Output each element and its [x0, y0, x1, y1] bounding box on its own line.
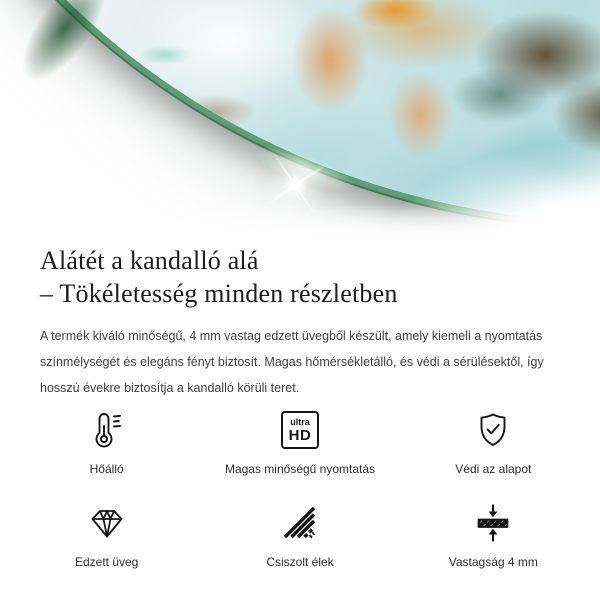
- feature-item: [10, 502, 203, 569]
- page-title: [40, 244, 560, 310]
- shield-check-icon: [473, 409, 513, 451]
- page-title-line2: – Tökéletesség minden részletben: [40, 279, 398, 308]
- product-image: [0, 0, 600, 238]
- product-info-section: [0, 244, 600, 569]
- feature-label: Védi az alapot: [455, 462, 532, 476]
- ultra-hd-icon: [281, 409, 319, 451]
- feature-label: Magas minőségű nyomtatás: [224, 462, 376, 476]
- thermometer-icon: [87, 409, 127, 451]
- feature-item: [397, 502, 590, 569]
- polished-edges-icon: [280, 502, 320, 544]
- diamond-icon: [87, 502, 127, 544]
- ultra-hd-badge: [281, 411, 319, 449]
- feature-label: Csiszolt élek: [266, 555, 334, 569]
- feature-item: [203, 409, 396, 476]
- feature-item: [203, 502, 396, 569]
- feature-item: [397, 409, 590, 476]
- product-description: A termék kiváló minőségű, 4 mm vastag edzett üvegből készült, amely kiemeli a nyomtatás színmélységét és elegáns fényt biztosít. Magas hőmérsékletálló, és védi a sérülésektől, így hosszú évekre biztosítja a kandalló körüli teret.: [40, 329, 544, 395]
- ultra-hd-badge-bottom: HD: [288, 426, 312, 444]
- thickness-icon: [473, 502, 513, 544]
- features-grid: [10, 409, 590, 569]
- feature-label: Edzett üveg: [74, 555, 139, 569]
- feature-item: [10, 409, 203, 476]
- feature-label: Hőálló: [89, 462, 124, 476]
- feature-label: Vastagság 4 mm: [448, 555, 538, 569]
- ultra-hd-badge-top: ultra: [290, 416, 310, 427]
- page-title-line1: Alátét a kandalló alá: [40, 246, 259, 275]
